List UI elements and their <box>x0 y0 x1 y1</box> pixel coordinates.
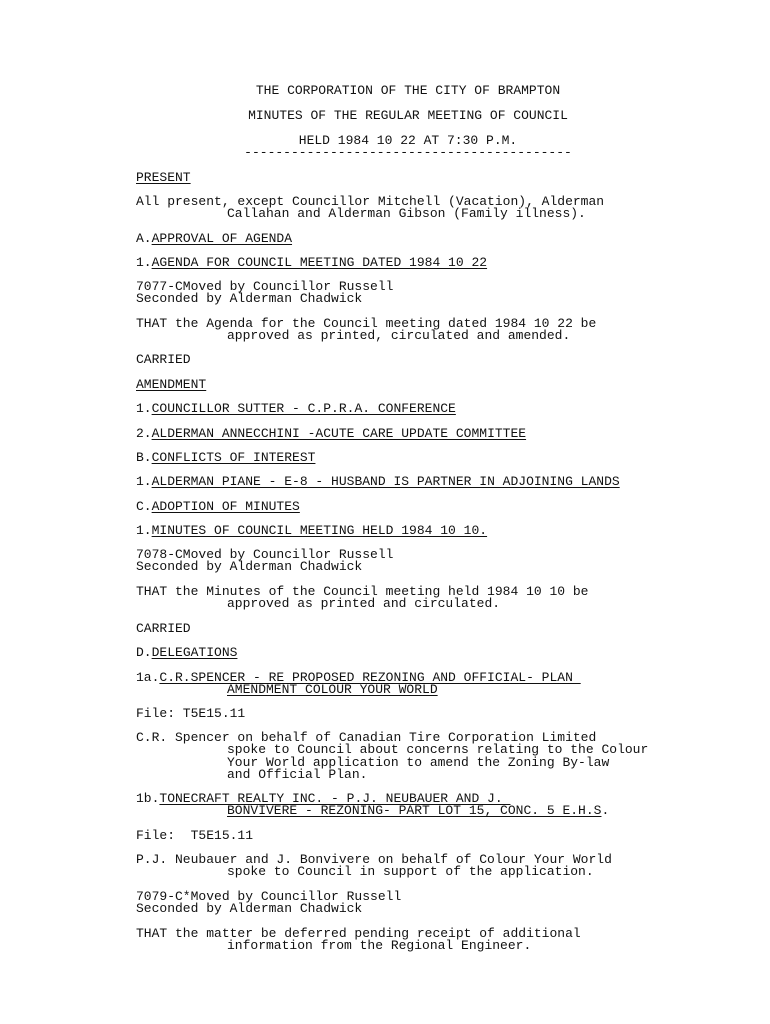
document-subtitle: MINUTES OF THE REGULAR MEETING OF COUNCIL <box>248 108 568 123</box>
delegation-1a-text-cont-1: spoke to Council about concerns relating to the Colour <box>227 742 649 757</box>
meeting-date: HELD 1984 10 22 AT 7:30 P.M. <box>298 133 518 148</box>
amendment-item-1 <box>136 403 456 416</box>
motion-7077-text-cont: approved as printed, circulated and amended. <box>227 328 571 343</box>
motion-7078-moved: 7078-CMoved by Councillor Russell <box>136 547 394 562</box>
section-b-prefix: B. <box>136 450 152 465</box>
delegation-1b-title: TONECRAFT REALTY INC. - P.J. NEUBAUER AND J. <box>159 791 511 806</box>
minutes-item-1 <box>136 525 487 538</box>
amendment-item-1-prefix: 1. <box>136 401 152 416</box>
motion-7077-carried: CARRIED <box>136 352 191 367</box>
delegation-1b-text: P.J. Neubauer and J. Bonvivere on behalf of Colour Your World <box>136 852 612 867</box>
section-b-heading <box>136 452 315 465</box>
motion-7078-text-cont: approved as printed and circulated. <box>227 596 501 611</box>
delegation-1a-title: C.R.SPENCER - RE PROPOSED REZONING AND OFFICIAL- PLAN <box>159 670 581 685</box>
motion-7077-seconded: Seconded by Alderman Chadwick <box>136 291 363 306</box>
header-rule: ------------------------------------------ <box>244 145 572 160</box>
delegation-1a-prefix: 1a. <box>136 670 160 685</box>
delegation-1a-title-cont: AMENDMENT COLOUR YOUR WORLD <box>227 682 438 697</box>
amendment-item-2 <box>136 428 526 441</box>
motion-7079-seconded: Seconded by Alderman Chadwick <box>136 901 363 916</box>
delegation-1a-text-cont-3: and Official Plan. <box>227 767 368 782</box>
motion-7079-text-cont: information from the Regional Engineer. <box>227 938 532 953</box>
agenda-item-title: AGENDA FOR COUNCIL MEETING DATED 1984 10 22 <box>151 255 488 270</box>
motion-7078-text: THAT the Minutes of the Council meeting held 1984 10 10 be <box>136 584 589 599</box>
section-a-heading <box>136 233 292 246</box>
motion-7079-text: THAT the matter be deferred pending receipt of additional <box>136 926 581 941</box>
minutes-item-1-title: MINUTES OF COUNCIL MEETING HELD 1984 10 10. <box>151 523 488 538</box>
section-a-prefix: A. <box>136 231 152 246</box>
agenda-item-prefix: 1. <box>136 255 152 270</box>
section-c-prefix: C. <box>136 499 152 514</box>
agenda-item-heading <box>136 257 487 270</box>
delegation-1b-title-cont <box>227 805 609 818</box>
delegation-1b-prefix: 1b. <box>136 791 160 806</box>
conflict-item-1-prefix: 1. <box>136 474 152 489</box>
section-c-title: ADOPTION OF MINUTES <box>151 499 300 514</box>
delegation-1b-file: File: T5E15.11 <box>136 828 254 843</box>
section-d-prefix: D. <box>136 645 152 660</box>
delegation-1b-title-end: . <box>601 803 610 818</box>
section-d-title: DELEGATIONS <box>151 645 238 660</box>
motion-7078-carried: CARRIED <box>136 621 191 636</box>
amendment-item-1-title: COUNCILLOR SUTTER - C.P.R.A. CONFERENCE <box>151 401 456 416</box>
present-text: All present, except Councillor Mitchell (Vacation), Alderman <box>136 194 605 209</box>
motion-7077-text: THAT the Agenda for the Council meeting dated 1984 10 22 be <box>136 316 597 331</box>
section-a-title: APPROVAL OF AGENDA <box>151 231 293 246</box>
delegation-1a-text: C.R. Spencer on behalf of Canadian Tire Corporation Limited <box>136 730 597 745</box>
motion-7077-moved: 7077-CMoved by Councillor Russell <box>136 279 394 294</box>
motion-7078-seconded: Seconded by Alderman Chadwick <box>136 559 363 574</box>
delegation-1a-text-cont-2: Your World application to amend the Zoning By-law <box>227 755 610 770</box>
section-d-heading <box>136 647 237 660</box>
motion-7079-moved: 7079-C*Moved by Councillor Russell <box>136 889 402 904</box>
section-c-heading <box>136 501 300 514</box>
delegation-1a-file: File: T5E15.11 <box>136 706 246 721</box>
present-heading: PRESENT <box>136 170 191 185</box>
amendment-heading: AMENDMENT <box>136 377 207 392</box>
delegation-1b-text-cont: spoke to Council in support of the application. <box>227 864 594 879</box>
conflict-item-1-title: ALDERMAN PIANE - E-8 - HUSBAND IS PARTNER IN ADJOINING LANDS <box>151 474 620 489</box>
present-text-cont: Callahan and Alderman Gibson (Family illness). <box>227 206 586 221</box>
amendment-item-2-prefix: 2. <box>136 426 152 441</box>
minutes-item-1-prefix: 1. <box>136 523 152 538</box>
document-title: THE CORPORATION OF THE CITY OF BRAMPTON <box>255 83 561 98</box>
delegation-1b-title-cont-text: BONVIVERE - REZONING- PART LOT 15, CONC. 5 E.H.S <box>227 803 602 818</box>
section-b-title: CONFLICTS OF INTEREST <box>151 450 316 465</box>
conflict-item-1 <box>136 476 620 489</box>
amendment-item-2-title: ALDERMAN ANNECCHINI -ACUTE CARE UPDATE COMMITTEE <box>151 426 527 441</box>
